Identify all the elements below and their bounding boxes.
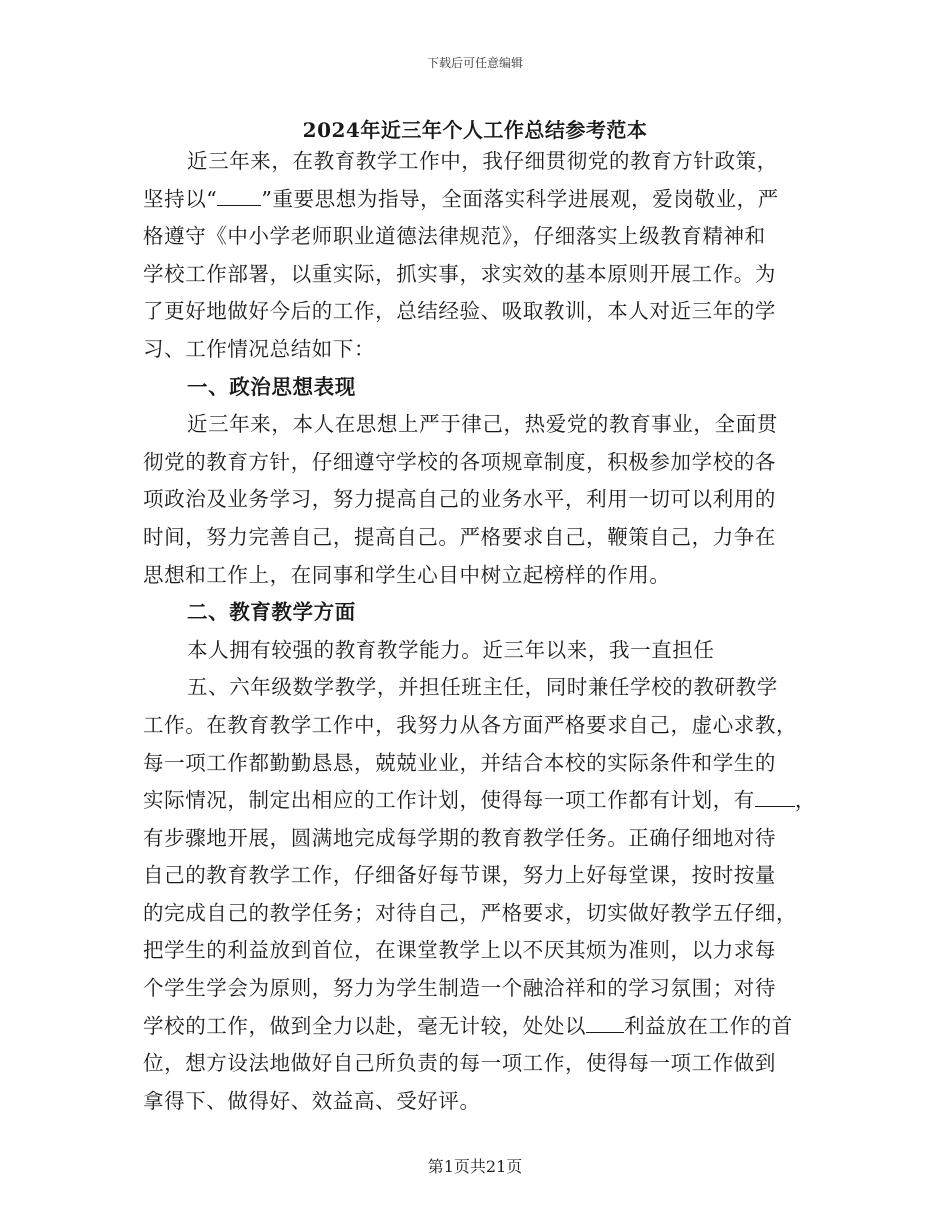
paragraph-line: 项政治及业务学习，努力提高自己的业务水平，利用一切可以利用的: [143, 487, 776, 512]
paragraph-line: 位，想方设法地做好自己所负责的每一项工作，使得每一项工作做到: [143, 1051, 776, 1076]
paragraph-line: 思想和工作上，在同事和学生心目中树立起榜样的作用。: [143, 562, 671, 587]
paragraph-line: 有步骤地开展，圆满地完成每学期的教育教学任务。正确仔细地对待: [143, 825, 776, 850]
page-number-footer: 第1页共21页: [427, 1157, 523, 1176]
blank-underline: [217, 185, 261, 206]
paragraph-line: 近三年来，本人在思想上严于律己，热爱党的教育事业，全面贯: [187, 412, 778, 437]
paragraph-line: 拿得下、做得好、效益高、受好评。: [143, 1088, 481, 1113]
blank-underline: [755, 786, 795, 807]
paragraph-line: [143, 1008, 807, 1046]
paragraph-line: 彻党的教育方针，仔细遵守学校的各项规章制度，积极参加学校的各: [143, 449, 776, 474]
text-segment: 坚持以“: [143, 186, 218, 211]
document-body: [143, 143, 817, 1120]
text-segment: ”重要思想为指导，全面落实科学进展观，爱岗敬业，严: [261, 186, 779, 211]
paragraph-line: 本人拥有较强的教育教学能力。近三年以来，我一直担任: [187, 637, 715, 662]
paragraph-line: 个学生学会为原则，努力为学生制造一个融洽祥和的学习氛围；对待: [143, 976, 776, 1001]
paragraph-line: 学校工作部署，以重实际，抓实事，求实效的基本原则开展工作。为: [143, 261, 776, 286]
paragraph-line: 了更好地做好今后的工作，总结经验、吸取教训，本人对近三年的学: [143, 299, 776, 324]
paragraph-line: 工作。在教育教学工作中，我努力从各方面严格要求自己，虚心求教，: [143, 712, 798, 737]
paragraph-line: 时间，努力完善自己，提高自己。严格要求自己，鞭策自己，力争在: [143, 524, 776, 549]
paragraph-line: 把学生的利益放到首位，在课堂教学上以不厌其烦为准则，以力求每: [143, 938, 776, 963]
section-heading: 二、教育教学方面: [187, 600, 356, 625]
paragraph-line: 近三年来，在教育教学工作中，我仔细贯彻党的教育方针政策，: [187, 149, 778, 173]
text-segment: ，: [794, 788, 817, 813]
paragraph-line: 自己的教育教学工作，仔细备好每节课，努力上好每堂课，按时按量: [143, 863, 776, 888]
text-segment: 学校的工作，做到全力以赴，毫无计较，处处以: [143, 1013, 587, 1038]
paragraph-line: 的完成自己的教学任务；对待自己，严格要求，切实做好教学五仔细，: [143, 900, 798, 925]
section-heading: 一、政治思想表现: [187, 374, 356, 399]
text-segment: 利益放在工作的首: [624, 1013, 793, 1038]
paragraph-line: [143, 782, 817, 820]
paragraph-line: 五、六年级数学教学，并担任班主任，同时兼任学校的教研教学: [187, 675, 778, 700]
paragraph-line: 格遵守《中小学老师职业道德法律规范》，仔细落实上级教育精神和: [143, 224, 766, 249]
document-title: 2024年近三年个人工作总结参考范本: [302, 118, 648, 142]
paragraph-line: 习、工作情况总结如下：: [143, 336, 376, 361]
header-note: 下载后可任意编辑: [426, 56, 523, 70]
blank-underline: [586, 1012, 624, 1033]
paragraph-line: [143, 181, 807, 219]
paragraph-line: 每一项工作都勤勤恳恳，兢兢业业，并结合本校的实际条件和学生的: [143, 750, 776, 775]
text-segment: 实际情况，制定出相应的工作计划，使得每一项工作都有计划，有: [143, 788, 755, 813]
